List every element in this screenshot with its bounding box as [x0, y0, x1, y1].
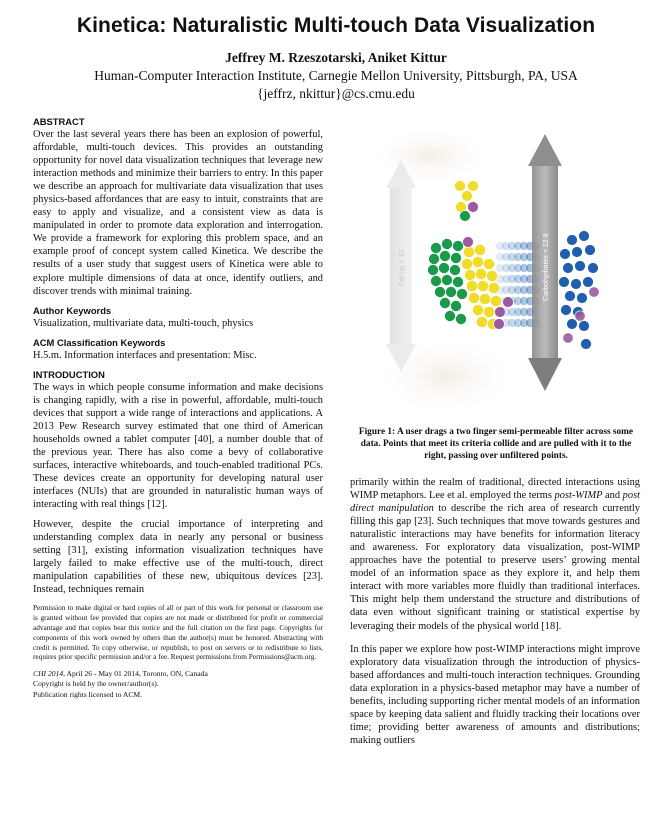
data-point	[462, 191, 473, 202]
yellow-point	[474, 244, 485, 255]
green-point	[431, 243, 442, 254]
left-bar-label: Fat (g) > 10	[399, 249, 406, 286]
intro-heading: INTRODUCTION	[33, 368, 105, 380]
abstract-text: Over the last several years there has been an explosion of powerful, affordable, multi-touch devices. This provides an outstanding opportunity for novel data visualization techniques that leverage new interaction methods and minimize their barriers to entry. In this paper we describe an approach for multivariate data visualization that uses physics-based affordances that are easy to intuit, constraints that are easy to apply and visualize, and a consistent view as data is manipulated in order to promote data exploration and interrogation. We provide a framework for exploring this problem space, and an example proof of concept system called Kinetica. We describe the results of a user study that suggest users of Kinetica were able to explore multiple dimensions of data at once, identify outliers, and discover trends with minimal training.	[33, 129, 323, 297]
green-point	[446, 287, 457, 298]
purple-point	[463, 237, 474, 248]
blue-point	[561, 305, 572, 316]
data-point	[468, 202, 479, 213]
data-point	[468, 181, 479, 192]
keywords-heading: Author Keywords	[33, 304, 112, 316]
blue-point	[572, 247, 583, 258]
yellow-point	[486, 270, 497, 281]
conference-dates: April 26 - May 01 2014, Toronto, ON, Canada	[65, 669, 208, 679]
data-point	[455, 181, 466, 192]
hand-blur-top	[370, 126, 490, 186]
green-point	[435, 287, 446, 298]
blue-point	[577, 293, 588, 304]
green-point	[456, 314, 467, 325]
blue-point	[560, 249, 571, 260]
yellow-point	[479, 293, 490, 304]
permission-notice: Permission to make digital or hard copies of all or part of this work for personal or classroom use is granted without fee provided that copies are not made or distributed for profit or commercial advantage and that copies bear this notice and the full citation on the first page. Copyrights for components of this work owned by others than the author(s) must be honored. Abstracting with credit is permitted. To copy otherwise, or republish, to post on servers or to redistribute to lists, requires prior specific permission and/or a fee. Request permissions from Permissions@acm.org.	[33, 603, 323, 662]
green-point	[450, 265, 461, 276]
blue-point	[585, 245, 596, 256]
purple-point	[575, 311, 585, 321]
blue-point	[588, 263, 599, 274]
green-point	[429, 254, 440, 265]
blue-point	[579, 321, 590, 332]
figure-caption: Figure 1: A user drags a two finger semi-permeable filter across some data. Points that meet its criteria collide and are pulled with it to the right, passing over unfiltered points.	[358, 427, 634, 461]
yellow-point	[490, 295, 501, 306]
green-point	[442, 239, 453, 250]
right-bar-label: Carbohydrates < 12.8	[543, 233, 550, 301]
conference-venue: CHI 2014,	[33, 669, 66, 679]
yellow-point	[468, 292, 479, 303]
paper-title: Kinetica: Naturalistic Multi-touch Data Visualization	[76, 14, 596, 37]
yellow-point	[464, 269, 475, 280]
conference-info	[33, 669, 323, 700]
purple-point	[495, 307, 506, 318]
blue-point	[565, 291, 576, 302]
blue-point	[581, 339, 592, 350]
green-point	[453, 241, 464, 252]
blue-point	[567, 319, 578, 330]
blue-point	[583, 277, 594, 288]
green-point	[439, 263, 450, 274]
right-filter-bar	[528, 134, 562, 391]
purple-point	[494, 319, 505, 330]
green-point	[440, 251, 451, 262]
green-point	[442, 275, 453, 286]
right-p1-part-b: to describe the rich area of research currently filling this gap [23]. Such techniques that move towards gestures and naturalistic interactions may have benefits for information literacy and awareness. For exploratory data visualization, post-WIMP approaches have the potential to preserve users’ growing mental model of an information space as they explore it, and help them interact with more variables more fluidly than traditional interfaces. This might help them understand the structure and distributions of data even without significant training or statistical expertise by leveraging their models of the physical world [18].	[350, 503, 640, 632]
yellow-point	[466, 280, 477, 291]
yellow-point	[488, 282, 499, 293]
abstract-heading: ABSTRACT	[33, 116, 85, 127]
intro-paragraph-1: The ways in which people consume information and make decisions is changing rapidly, with a rise in powerful, affordable, multi-touch devices that support a wide range of interactions and applications. A 2013 Pew Research survey estimated that one third of American households owned a tablet computer [40], a number double that of the previous year. There has also come a bevy of collaborative surfaces, interactive whiteboards, and touch-enabled traditional PCs. These devices create an opportunity for developing natural user interfaces (NUIs) that are grounded in naturalistic human ways of interacting with real things [12].	[33, 381, 323, 511]
paper-authors: Jeffrey M. Rzeszotarski, Aniket Kittur	[225, 50, 447, 65]
acm-text: H.5.m. Information interfaces and presentation: Misc.	[33, 349, 257, 361]
purple-point	[563, 333, 573, 343]
data-point	[460, 211, 471, 222]
green-point	[451, 301, 462, 312]
figure-1	[350, 116, 640, 421]
left-column	[33, 116, 323, 700]
yellow-point	[461, 258, 472, 269]
green-point	[457, 289, 468, 300]
right-p1-part-a: primarily within the realm of traditional, directed interactions using WIMP metaphors. Lee et al. employed the terms	[350, 477, 640, 502]
green-point	[451, 253, 462, 264]
blue-point	[571, 279, 582, 290]
yellow-point	[472, 304, 483, 315]
left-filter-bar	[386, 160, 416, 372]
yellow-point	[476, 316, 487, 327]
green-point	[453, 277, 464, 288]
data-points	[428, 181, 600, 350]
yellow-point	[477, 280, 488, 291]
copyright-line: Copyright is held by the owner/author(s).	[33, 679, 159, 689]
keywords-text: Visualization, multivariate data, multi-touch, physics	[33, 317, 254, 329]
purple-point	[503, 297, 514, 308]
yellow-point	[463, 246, 474, 257]
green-point	[445, 311, 456, 322]
acm-heading: ACM Classification Keywords	[33, 336, 166, 348]
green-point	[440, 298, 451, 309]
blue-point	[559, 277, 570, 288]
term-post-wimp: post-WIMP	[554, 490, 603, 502]
blue-point	[563, 263, 574, 274]
right-column	[350, 476, 640, 747]
green-point	[428, 265, 439, 276]
yellow-point	[475, 268, 486, 279]
right-paragraph-2: In this paper we explore how post-WIMP interactions might improve exploratory data visualization through the introduction of physics-based affordances and multi-touch interaction techniques. Grounding data exploration in a physics-based metaphor may have a number of benefits, including supporting richer mental models of an information space by keeping data salient and fluidly tracking their locations over time; providing better awareness of amounts and distributions; making outliers	[350, 643, 641, 746]
rights-line: Publication rights licensed to ACM.	[33, 689, 143, 699]
blue-point	[579, 231, 590, 242]
blue-point	[567, 235, 578, 246]
green-point	[431, 276, 442, 287]
paper-affiliation: Human-Computer Interaction Institute, Carnegie Mellon University, Pittsburgh, PA, USA	[94, 68, 578, 83]
yellow-point	[483, 258, 494, 269]
term-post-direct-manipulation: post direct manipulation	[350, 490, 640, 515]
blue-point	[575, 261, 586, 272]
figure-illustration	[350, 116, 640, 421]
yellow-point	[472, 256, 483, 267]
right-paragraph-1	[350, 476, 640, 633]
purple-point	[589, 287, 599, 297]
paper-email: {jeffrz, nkittur}@cs.cmu.edu	[257, 86, 415, 101]
yellow-point	[483, 306, 494, 317]
right-p1-and: and	[602, 490, 623, 502]
intro-paragraph-2: However, despite the crucial importance of interpreting and understanding complex data in nearly any personal or business setting [31], existing information visualization techniques have largely failed to make effective use of the multi-touch, direct manipulation capabilities of these new, ubiquitous devices [23]. Instead, techniques remain	[33, 519, 323, 596]
